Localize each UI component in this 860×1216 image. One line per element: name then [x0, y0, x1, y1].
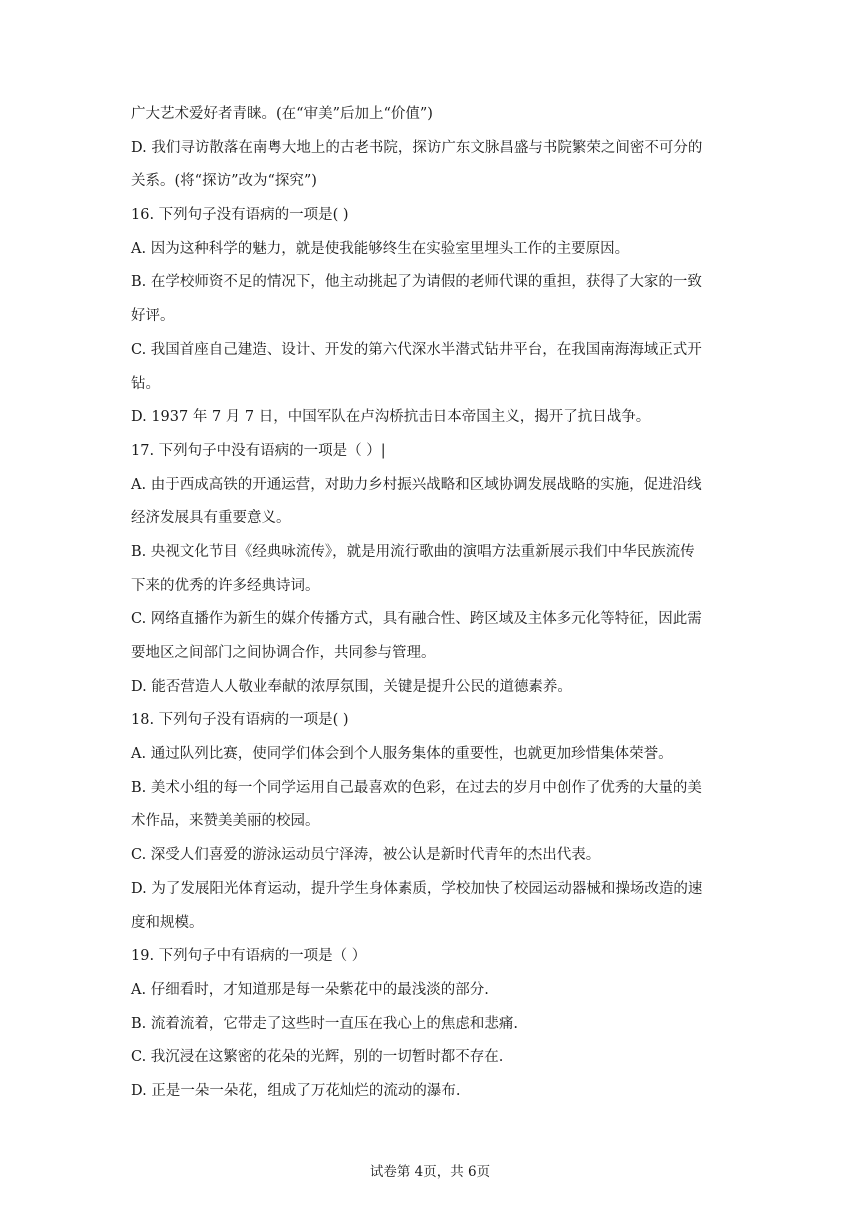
question-17-option-c: C. 网络直播作为新生的媒介传播方式，具有融合性、跨区域及主体多元化等特征，因此需: [131, 611, 702, 628]
question-16-option-d: D. 1937 年 7 月 7 日，中国军队在卢沟桥抗击日本帝国主义，揭开了抗日战争。: [131, 409, 651, 426]
question-16-option-c: C. 我国首座自己建造、设计、开发的第六代深水半潜式钻井平台，在我国南海海域正式开: [131, 341, 702, 358]
question-18-option-b: B. 美术小组的每一个同学运用自己最喜欢的色彩，在过去的岁月中创作了优秀的大量的美: [131, 779, 702, 796]
text-line: 度和规模。: [131, 914, 204, 931]
question-16-stem: 16. 下列句子没有语病的一项是( ): [131, 207, 349, 224]
text-line: 下来的优秀的许多经典诗词。: [131, 577, 320, 594]
text-line: 钻。: [131, 375, 160, 392]
text-line: 好评。: [131, 308, 175, 325]
question-19-option-d: D. 正是一朵一朵花，组成了万花灿烂的流动的瀑布.: [131, 1082, 461, 1099]
text-line: 经济发展具有重要意义。: [131, 510, 291, 527]
text-line: 关系。(将“探访”改为“探究”): [131, 173, 317, 190]
question-17-stem: 17. 下列句子中没有语病的一项是（ ）|: [131, 442, 386, 459]
question-18-option-a: A. 通过队列比赛，使同学们体会到个人服务集体的重要性，也就更加珍惜集体荣誉。: [131, 746, 673, 763]
exam-page-body: [131, 104, 731, 1101]
page-footer: 试卷第 4页，共 6页: [369, 1164, 491, 1180]
question-17-option-b: B. 央视文化节目《经典咏流传》，就是用流行歌曲的演唱方法重新展示我们中华民族流传: [131, 543, 695, 560]
question-17-option-a: A. 由于西成高铁的开通运营，对助力乡村振兴战略和区域协调发展战略的实施，促进沿线: [131, 476, 702, 493]
question-19-option-c: C. 我沉浸在这繁密的花朵的光辉，别的一切暂时都不存在.: [131, 1049, 504, 1066]
question-18-option-c: C. 深受人们喜爱的游泳运动员宁泽涛，被公认是新时代青年的杰出代表。: [131, 847, 601, 864]
text-line: 要地区之间部门之间协调合作，共同参与管理。: [131, 645, 436, 661]
question-16-option-a: A. 因为这种科学的魅力，就是使我能够终生在实验室里埋头工作的主要原因。: [131, 240, 630, 257]
text-line: 术作品，来赞美美丽的校园。: [131, 813, 320, 830]
question-19-stem: 19. 下列句子中有语病的一项是（ ）: [131, 948, 367, 965]
question-19-option-a: A. 仔细看时，才知道那是每一朵紫花中的最浅淡的部分.: [131, 981, 489, 998]
question-18-stem: 18. 下列句子没有语病的一项是( ): [131, 712, 349, 729]
question-16-option-b: B. 在学校师资不足的情况下，他主动挑起了为请假的老师代课的重担，获得了大家的一致: [131, 274, 702, 291]
question-18-option-d: D. 为了发展阳光体育运动，提升学生身体素质，学校加快了校园运动器械和操场改造的速: [131, 880, 703, 897]
question-17-option-d: D. 能否营造人人敬业奉献的浓厚氛围，关键是提升公民的道德素养。: [131, 678, 572, 695]
text-line: 广大艺术爱好者青睐。(在“审美”后加上“价值”): [131, 106, 433, 122]
question-19-option-b: B. 流着流着，它带走了这些时一直压在我心上的焦虑和悲痛.: [131, 1015, 518, 1032]
text-line: D. 我们寻访散落在南粤大地上的古老书院，探访广东文脉昌盛与书院繁荣之间密不可分的: [131, 139, 703, 156]
